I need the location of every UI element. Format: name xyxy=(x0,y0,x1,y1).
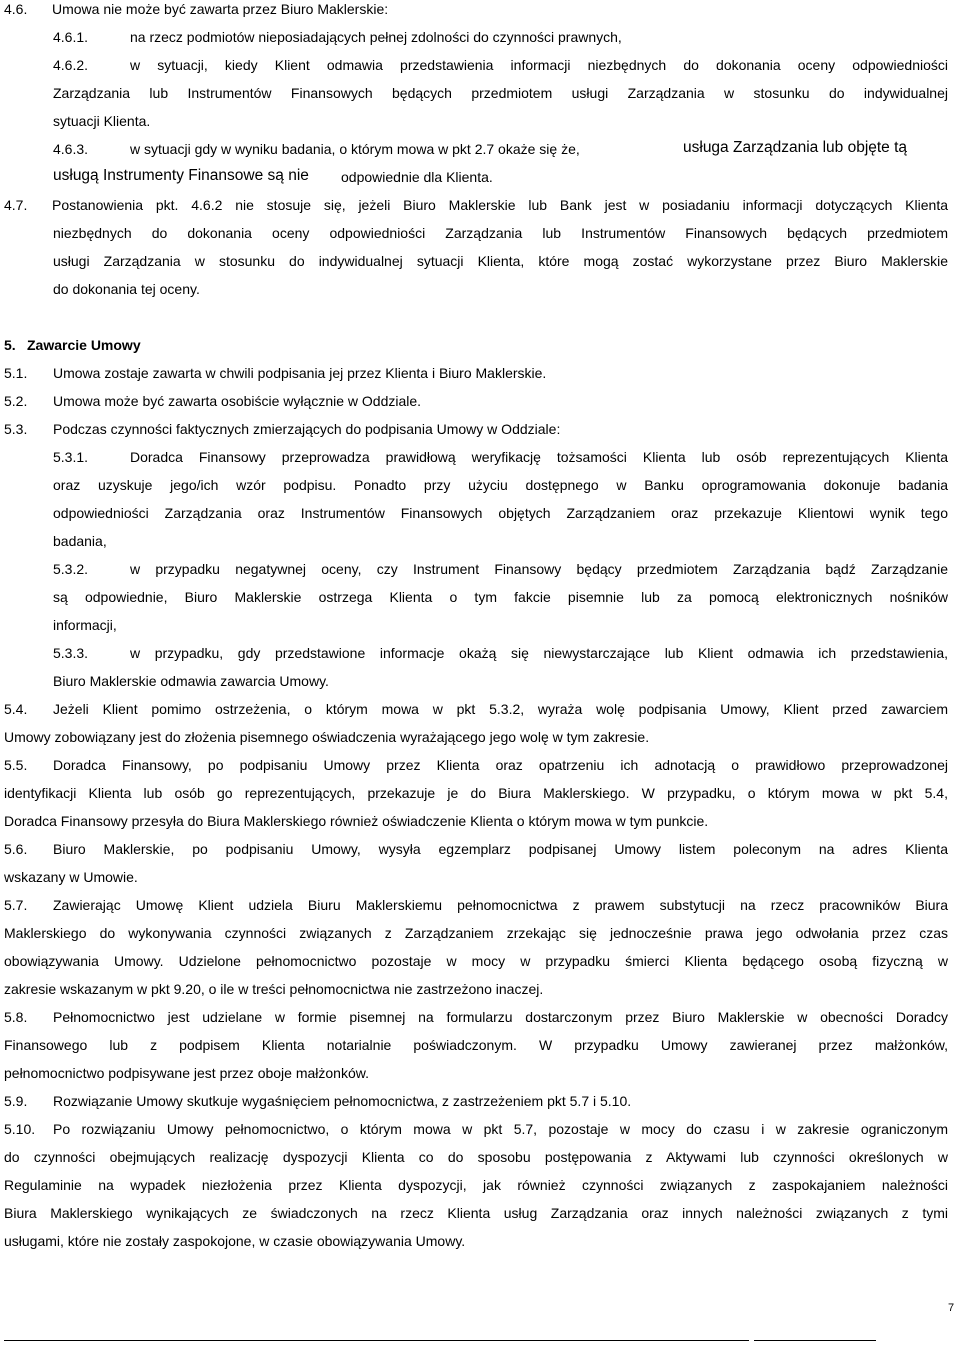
clause-number: 5.5. xyxy=(4,757,28,773)
clause-text: Biura Maklerskiego wynikających ze świadczonych na rzecz Klienta usług Zarządzania oraz innych należności związanych z tymi xyxy=(4,1205,948,1221)
clause-text: badania, xyxy=(53,533,107,549)
clause-number: 5.3. xyxy=(4,421,28,437)
clause-text: Pełnomocnictwo jest udzielane w formie pisemnej na formularzu dostarczonym przez Biuro Maklerskie w obecności Doradcy xyxy=(53,1009,948,1025)
clause-text: Po rozwiązaniu Umowy pełnomocnictwo, o którym mowa w pkt 5.7, pozostaje w mocy do czasu i w zakresie ograniczonym xyxy=(53,1121,948,1137)
clause-text: Jeżeli Klient pomimo ostrzeżenia, o którym mowa w pkt 5.3.2, wyraża wolę podpisania Umowy, Klient przed zawarciem xyxy=(53,701,948,717)
footer-rule xyxy=(4,1340,749,1341)
clause-text: zakresie wskazanym w pkt 9.20, o ile w treści pełnomocnictwa nie zastrzeżono inaczej. xyxy=(4,981,544,997)
clause-text: odpowiednie dla Klienta. xyxy=(341,169,493,185)
clause-text: w przypadku, gdy przedstawione informacje okażą się niewystarczające lub Klient odmawia ich przedstawienia, xyxy=(130,645,948,661)
clause-text: w sytuacji gdy w wyniku badania, o którym mowa w pkt 2.7 okaże się że, xyxy=(130,141,580,157)
clause-text: na rzecz podmiotów nieposiadających pełnej zdolności do czynności prawnych, xyxy=(130,29,622,45)
clause-number: 5.9. xyxy=(4,1093,28,1109)
page-number: 7 xyxy=(948,1302,955,1314)
clause-text: Postanowienia pkt. 4.6.2 nie stosuje się, jeżeli Biuro Maklerskie lub Bank jest w posiadaniu informacji dotyczących Klienta xyxy=(52,197,948,213)
clause-text: do dokonania tej oceny. xyxy=(53,281,200,297)
clause-text: Regulaminie na wypadek niezłożenia przez Klienta dyspozycji, jak również czynności związanych z zaspokajaniem należności xyxy=(4,1177,948,1193)
clause-text-large: usługą Instrumenty Finansowe są nie xyxy=(53,167,309,184)
clause-number: 5.3.1. xyxy=(53,449,89,465)
clause-number: 5.2. xyxy=(4,393,28,409)
clause-text: Doradca Finansowy przesyła do Biura Maklerskiego również oświadczenie Klienta o którym mowa w tym punkcie. xyxy=(4,813,709,829)
clause-number: 5.7. xyxy=(4,897,28,913)
clause-text: Finansowego lub z podpisem Klienta notarialnie poświadczonym. W przypadku Umowy zawieranej przez małżonków, xyxy=(4,1037,948,1053)
clause-text: sytuacji Klienta. xyxy=(53,113,151,129)
clause-number: 5.8. xyxy=(4,1009,28,1025)
clause-text: do czynności obejmujących realizację dyspozycji Klienta co do sposobu postępowania z Aktywami lub czynności określonych w xyxy=(4,1149,948,1165)
clause-text: w przypadku negatywnej oceny, czy Instrument Finansowy będący przedmiotem Zarządzania bądź Zarządzanie xyxy=(130,561,948,577)
clause-number: 5.10. xyxy=(4,1121,36,1137)
clause-text: identyfikacji Klienta lub osób go reprezentujących, przekazuje je do Biura Maklerskiego. W przypadku, o którym mowa w pkt 5.4, xyxy=(4,785,948,801)
clause-text: są odpowiednie, Biuro Maklerskie ostrzega Klienta o tym fakcie pisemnie lub za pomocą elektronicznych nośników xyxy=(53,589,948,605)
clause-number: 5.3.3. xyxy=(53,645,89,661)
clause-number: 5.3.2. xyxy=(53,561,89,577)
clause-text: pełnomocnictwo podpisywane jest przez oboje małżonków. xyxy=(4,1065,369,1081)
clause-number: 4.6.1. xyxy=(53,29,89,45)
clause-text: Rozwiązanie Umowy skutkuje wygaśnięciem pełnomocnictwa, z zastrzeżeniem pkt 5.7 i 5.10. xyxy=(53,1093,632,1109)
clause-text: Umowa zostaje zawarta w chwili podpisania jej przez Klienta i Biuro Maklerskie. xyxy=(53,365,547,381)
clause-number: 4.6.3. xyxy=(53,141,89,157)
clause-text: usługami, które nie zostały zaspokojone, w czasie obowiązywania Umowy. xyxy=(4,1233,466,1249)
clause-text: niezbędnych do dokonania oceny odpowiedniości Zarządzania lub Instrumentów Finansowych będących przedmiotem xyxy=(53,225,948,241)
clause-text: Umowa może być zawarta osobiście wyłącznie w Oddziale. xyxy=(53,393,422,409)
section-number: 5. xyxy=(4,337,16,353)
clause-text: Maklerskiego do wykonywania czynności związanych z Zarządzaniem zrzekając się jednocześnie prawa jego odwołania przez czas xyxy=(4,925,948,941)
clause-text: Zarządzania lub Instrumentów Finansowych będących przedmiotem usługi Zarządzania w stosunku do indywidualnej xyxy=(53,85,948,101)
clause-text: Biuro Maklerskie, po podpisaniu Umowy, wysyła egzemplarz podpisanej Umowy listem poleconym na adres Klienta xyxy=(53,841,948,857)
clause-number: 5.4. xyxy=(4,701,28,717)
clause-text: usługi Zarządzania w stosunku do indywidualnej sytuacji Klienta, które mogą zostać wykorzystane przez Biuro Maklerskie xyxy=(53,253,948,269)
clause-text: w sytuacji, kiedy Klient odmawia przedstawienia informacji niezbędnych do dokonania oceny odpowiedniości xyxy=(130,57,948,73)
clause-text: Podczas czynności faktycznych zmierzających do podpisania Umowy w Oddziale: xyxy=(53,421,561,437)
clause-text: Doradca Finansowy przeprowadza prawidłową weryfikację tożsamości Klienta lub osób reprezentujących Klienta xyxy=(130,449,948,465)
clause-text: Biuro Maklerskie odmawia zawarcia Umowy. xyxy=(53,673,329,689)
clause-number: 5.6. xyxy=(4,841,28,857)
clause-text: Zawierając Umowę Klient udziela Biuru Maklerskiemu pełnomocnictwa z prawem substytucji na rzecz pracowników Biura xyxy=(53,897,948,913)
clause-number: 4.6. xyxy=(4,1,28,17)
clause-text: informacji, xyxy=(53,617,117,633)
section-title: Zawarcie Umowy xyxy=(27,337,141,353)
clause-text: Umowa nie może być zawarta przez Biuro Maklerskie: xyxy=(52,1,389,17)
clause-text-large: usługa Zarządzania lub objęte tą xyxy=(683,139,908,156)
clause-text: Umowy zobowiązany jest do złożenia pisemnego oświadczenia wyrażającego jego wolę w tym zakresie. xyxy=(4,729,650,745)
clause-text: obowiązywania Umowy. Udzielone pełnomocnictwo pozostaje w mocy w przypadku śmierci Klienta będącego osobą fizyczną w xyxy=(4,953,948,969)
clause-text: wskazany w Umowie. xyxy=(4,869,138,885)
clause-number: 4.7. xyxy=(4,197,28,213)
clause-number: 5.1. xyxy=(4,365,28,381)
clause-number: 4.6.2. xyxy=(53,57,89,73)
footer-rule-short xyxy=(754,1340,876,1341)
clause-text: odpowiedniości Zarządzania oraz Instrumentów Finansowych objętych Zarządzaniem oraz przekazuje Klientowi wynik tego xyxy=(53,505,948,521)
clause-text: Doradca Finansowy, po podpisaniu Umowy przez Klienta oraz opatrzeniu ich adnotacją o prawidłowo przeprowadzonej xyxy=(53,757,948,773)
clause-text: oraz uzyskuje jego/ich wzór podpisu. Ponadto przy użyciu dostępnego w Banku oprogramowania dokonuje badania xyxy=(53,477,948,493)
